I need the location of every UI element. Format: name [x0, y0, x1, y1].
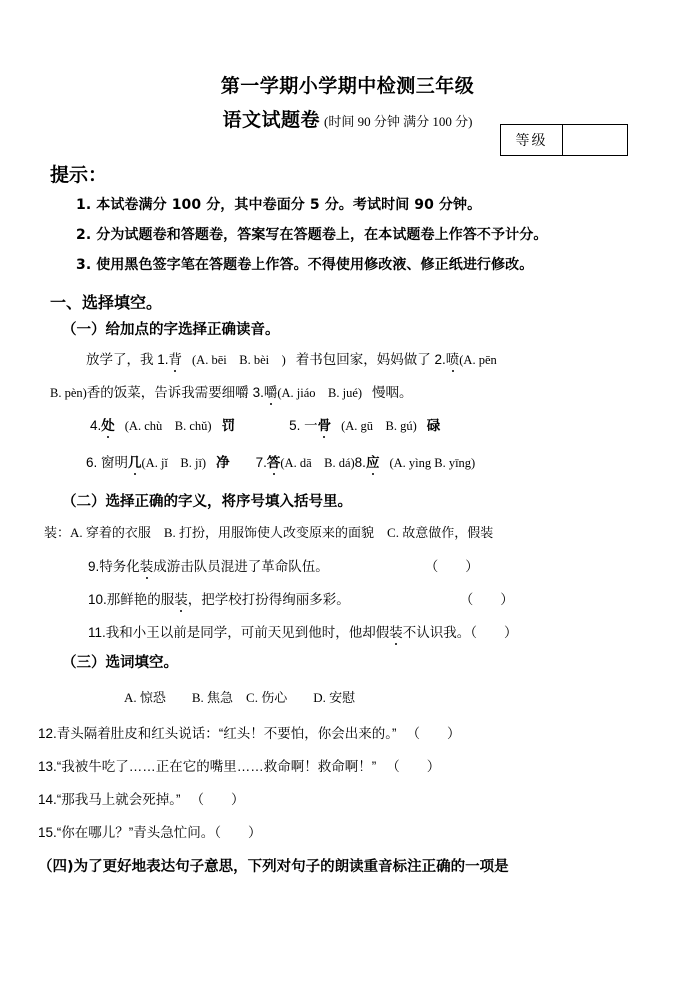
pinyin-passage-line-1 — [86, 348, 497, 368]
q12-text: 青头隔着肚皮和红头说话：“红头！不要怕，你会出来的。” — [56, 726, 397, 741]
q10-number: 10. — [88, 592, 107, 607]
question-row-13 — [38, 755, 440, 775]
passage-text-2: 着书包回家，妈妈做了 2. — [295, 352, 446, 367]
emphasis-char-jiao: 嚼 — [264, 381, 278, 401]
hints-heading: 提示： — [50, 164, 108, 186]
subsection-d-heading: （四)为了更好地表达句子意思，下列对句子的朗读重音标注正确的一项是 — [38, 859, 509, 875]
q11-text-pre: 我和小王以前是同学，可前天见到他时，他却假 — [105, 625, 390, 640]
q11-text-post: 不认识我。 — [402, 625, 471, 640]
question-row-12 — [38, 722, 461, 742]
hint-item-1: 1. 本试卷满分 100 分，其中卷面分 5 分。考试时间 90 分钟。 — [76, 197, 482, 213]
emphasis-char-da: 答 — [267, 451, 281, 471]
grade-label: 等级 — [501, 125, 563, 155]
pinyin-options-pen-cont: B. pèn) — [50, 386, 87, 400]
emphasis-char-pen: 喷 — [446, 348, 460, 368]
emphasis-char-chu: 处 — [101, 414, 115, 434]
emphasis-char-bei: 背 — [169, 348, 183, 368]
q13-number: 13. — [38, 759, 57, 774]
q11-number: 11. — [88, 625, 106, 640]
grade-table — [500, 124, 628, 156]
q14-number: 14. — [38, 792, 57, 807]
q4-pinyin-options: (A. chù B. chǔ) — [124, 419, 212, 433]
pinyin-options-pen: (A. pēn — [459, 353, 497, 367]
question-row-10 — [88, 588, 514, 608]
q8-number: 8. — [354, 455, 366, 470]
q10-text-pre: 那鲜艳的服 — [106, 592, 175, 607]
q6-number: 6. 窗明 — [86, 455, 129, 470]
question-row-11 — [88, 621, 518, 641]
question-row-9 — [88, 555, 479, 575]
emphasis-char-ji: 几 — [128, 451, 142, 471]
q11-answer-blank[interactable]: （ ） — [470, 625, 518, 640]
q15-number: 15. — [38, 825, 57, 840]
q12-number: 12. — [38, 726, 57, 741]
exam-meta: (时间 90 分钟 满分 100 分) — [324, 114, 473, 129]
q14-text: “那我马上就会死掉。” — [56, 792, 181, 807]
pinyin-question-row-678 — [86, 451, 475, 471]
emphasis-char-ying: 应 — [366, 451, 380, 471]
q8-pinyin-options: (A. yìng B. yīng) — [389, 456, 476, 470]
pinyin-passage-line-2 — [50, 381, 413, 401]
glossary-zhuang: 装：A. 穿着的衣服 B. 打扮，用服饰使人改变原来的面貌 C. 故意做作，假装 — [44, 525, 494, 540]
subject-title: 语文试题卷 — [222, 109, 321, 131]
q4-tail: 罚 — [221, 418, 236, 434]
q14-answer-blank[interactable]: （ ） — [190, 792, 245, 807]
q9-answer-blank[interactable]: （ ） — [424, 559, 479, 574]
q9-text-post: 成游击队员混进了革命队伍。 — [153, 559, 329, 574]
grade-value-cell[interactable] — [563, 125, 627, 155]
q5-pinyin-options: (A. gū B. gú) — [341, 419, 417, 433]
q5-tail: 碌 — [426, 418, 441, 434]
hint-item-3: 3. 使用黑色签字笔在答题卷上作答。不得使用修改液、修正纸进行修改。 — [76, 257, 534, 273]
subsection-a-heading: （一）给加点的字选择正确读音。 — [62, 322, 280, 338]
q7-number: 7. — [255, 455, 267, 470]
q10-answer-blank[interactable]: （ ） — [459, 592, 514, 607]
pinyin-options-jiao: (A. jiáo B. jué) — [277, 386, 363, 400]
passage-text-3: 香的饭菜，告诉我需要细嚼 3. — [86, 385, 264, 400]
q5-number: 5. 一 — [289, 418, 318, 433]
passage-text-4: 慢咽。 — [372, 385, 413, 400]
question-row-15 — [38, 821, 262, 841]
word-bank-options: A. 惊恐 B. 焦急 C. 伤心 D. 安慰 — [124, 690, 356, 705]
subsection-b-heading: （二）选择正确的字义，将序号填入括号里。 — [62, 494, 352, 510]
emphasis-char-gu: 骨 — [318, 414, 332, 434]
q6-tail: 净 — [216, 455, 230, 471]
q10-text-post: ，把学校打扮得绚丽多彩。 — [187, 592, 350, 607]
hint-item-2: 2. 分为试题卷和答题卷，答案写在答题卷上，在本试题卷上作答不予计分。 — [76, 227, 548, 243]
q9-text-pre: 特务化 — [99, 559, 140, 574]
q13-text: “我被牛吃了……正在它的嘴里……救命啊！救命啊！” — [56, 759, 377, 774]
pinyin-question-row-45 — [90, 414, 440, 434]
q9-number: 9. — [88, 559, 100, 574]
pinyin-options-bei: (A. bēi B. bèi ) — [192, 353, 286, 367]
emphasis-char-zhuang-9: 装 — [140, 555, 154, 575]
q7-pinyin-options: (A. dā B. dá) — [280, 456, 355, 470]
q6-pinyin-options: (A. jǐ B. jī) — [141, 456, 207, 470]
q12-answer-blank[interactable]: （ ） — [406, 726, 461, 741]
question-row-14 — [38, 788, 245, 808]
q4-number: 4. — [90, 418, 102, 433]
q15-answer-blank[interactable]: （ ） — [214, 825, 262, 840]
passage-text-1: 放学了，我 1. — [86, 352, 169, 367]
emphasis-char-zhuang-11: 装 — [389, 621, 403, 641]
q13-answer-blank[interactable]: （ ） — [386, 759, 441, 774]
page-title: 第一学期小学期中检测三年级 — [220, 75, 475, 97]
emphasis-char-zhuang-10: 装 — [174, 588, 188, 608]
section-one-heading: 一、选择填空。 — [50, 293, 163, 312]
q15-text: “你在哪儿？”青头急忙问。 — [56, 825, 215, 840]
subsection-c-heading: （三）选词填空。 — [62, 655, 178, 671]
